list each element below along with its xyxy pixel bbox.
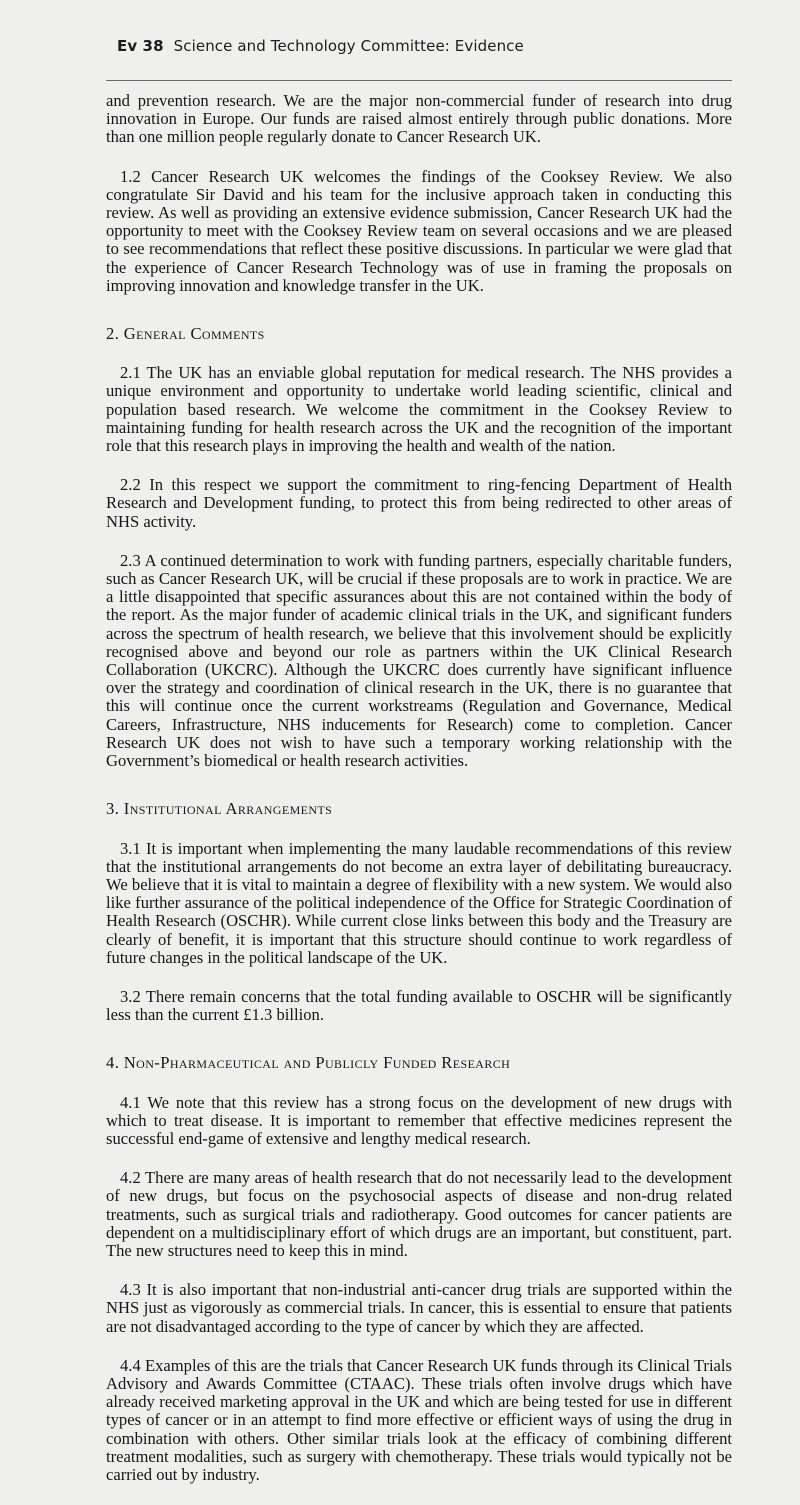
header-rule (106, 80, 732, 81)
paragraph-4-3: 4.3 It is also important that non-industrial anti-cancer drug trials are supported within the NHS just as vigorously as commercial trials. In cancer, this is essential to ensure that patients are not disadvantaged according to the type of cancer by which they are affected. (106, 1280, 732, 1336)
paragraph-4-1: 4.1 We note that this review has a strong focus on the development of new drugs with which to treat disease. It is important to remember that effective medicines represent the successful end-game of extensive and lengthy medical research. (106, 1092, 732, 1148)
paragraph-3-1: 3.1 It is important when implementing the many laudable recommendations of this review that the institutional arrangements do not become an extra layer of debilitating bureaucracy. We believe that it is vital to maintain a degree of flexibility with a new system. We would also like further assurance of the political independence of the Office for Strategic Coordination of Health Research (OSCHR). While current close links between this body and the Treasury are clearly of benefit, it is important that this structure should continue to work regardless of future changes in the political landscape of the UK. (106, 838, 732, 967)
paragraph-3-2: 3.2 There remain concerns that the total funding available to OSCHR will be significantly less than the current £1.3 billion. (106, 986, 732, 1025)
paragraph-2-3: 2.3 A continued determination to work with funding partners, especially charitable funders, such as Cancer Research UK, will be crucial if these proposals are to work in practice. We are a little disappointed that specific assurances about this are not contained within the body of the report. As the major funder of academic clinical trials in the UK, and significant funders across the spectrum of health research, we believe that this involvement should be explicitly recognised above and beyond our role as partners within the UK Clinical Research Collaboration (UKCRC). Although the UKCRC does currently have significant influence over the strategy and coordination of clinical research in the UK, there is no guarantee that this will continue once the current workstreams (Regulation and Governance, Medical Careers, Infrastructure, NHS inducements for Research) come to completion. Cancer Research UK does not wish to have such a temporary working relationship with the Government’s biomedical or health research activities. (106, 550, 732, 771)
paragraph-4-4: 4.4 Examples of this are the trials that Cancer Research UK funds through its Clinical Trials Advisory and Awards Committee (CTAAC). These trials often involve drugs which have already received marketing approval in the UK and which are being tested for use in different types of cancer or in an attempt to find more effective or efficient ways of using the drug in combination with others. Other similar trials look at the efficacy of combining different treatment modalities, such as surgery with chemotherapy. These trials would typically not be carried out by industry. (106, 1355, 732, 1484)
section-heading-2: 2. General Comments (106, 324, 265, 344)
page-folio: Ev 38 (117, 37, 164, 55)
paragraph-intro: and prevention research. We are the major non-commercial funder of research into drug innovation in Europe. Our funds are raised almost entirely through public donations. More than one million people regularly donate to Cancer Research UK. (106, 91, 732, 147)
paragraph-1-2: 1.2 Cancer Research UK welcomes the findings of the Cooksey Review. We also congratulate Sir David and his team for the inclusive approach taken in conducting this review. As well as providing an extensive evidence submission, Cancer Research UK had the opportunity to meet with the Cooksey Review team on several occasions and we are pleased to see recommendations that reflect these positive discussions. In particular we were glad that the experience of Cancer Research Technology was of use in framing the proposals on improving innovation and knowledge transfer in the UK. (106, 166, 732, 295)
section-heading-3: 3. Institutional Arrangements (106, 799, 333, 819)
running-head (117, 37, 524, 55)
running-title: Science and Technology Committee: Evidence (173, 37, 524, 55)
body-text (106, 92, 732, 1505)
paragraph-4-2: 4.2 There are many areas of health research that do not necessarily lead to the development of new drugs, but focus on the psychosocial aspects of disease and non-drug related treatments, such as surgical trials and radiotherapy. Good outcomes for cancer patients are dependent on a multidisciplinary effort of which drugs are an important, but constituent, part. The new structures need to keep this in mind. (106, 1168, 732, 1260)
section-heading-4: 4. Non-Pharmaceutical and Publicly Funded Research (106, 1053, 511, 1073)
paragraph-2-1: 2.1 The UK has an enviable global reputation for medical research. The NHS provides a unique environment and opportunity to undertake world leading scientific, clinical and population based research. We welcome the commitment in the Cooksey Review to maintaining funding for health research across the UK and the recognition of the important role that this research plays in improving the health and wealth of the nation. (106, 363, 732, 456)
paragraph-2-2: 2.2 In this respect we support the commitment to ring-fencing Department of Health Research and Development funding, to protect this from being redirected to other areas of NHS activity. (106, 475, 732, 531)
